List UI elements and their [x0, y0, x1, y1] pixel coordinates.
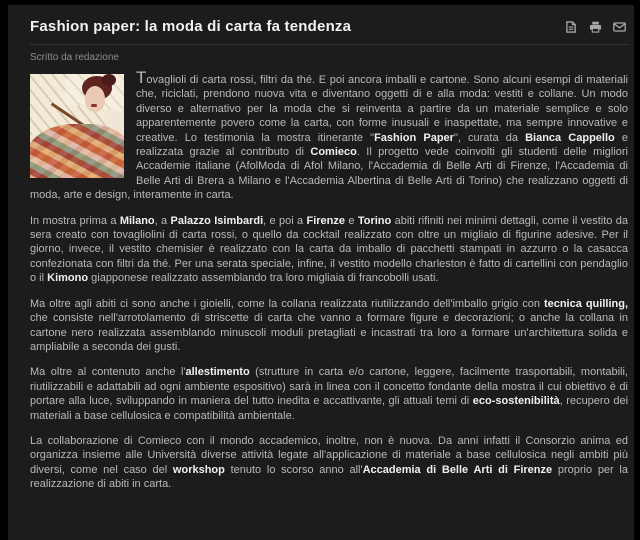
text-segment: Ma oltre agli abiti ci sono anche i gioielli, come la collana realizzata riutilizzando dell'imballo grigio con [30, 297, 544, 310]
bold-term: Fashion Paper [374, 131, 454, 144]
article-toolbar [565, 21, 626, 33]
article-page [8, 5, 634, 540]
text-segment: abiti rifiniti nei minimi dettagli, come il vestito da sera creato con tovagliolini di carta rossi, o quello da cocktail realizzato con oltre un migliaio di figurine adesive. Per il giorno, invece, il vestito chemisier è realizzato con la carta da imballo di pacchetti stampati in azzurro o la casacca confezionata con filtri da thé. Per una serata speciale, infine, il vestito modello charleston è fatto di cartellini con pendaglio o il [30, 214, 628, 285]
bold-term: eco-sostenibilità [472, 395, 560, 408]
article-image [30, 74, 124, 178]
text-segment: La collaborazione di Comieco con il mondo accademico, inoltre, non è nuova. Da anni infatti il Consorzio anima ed organizza insieme alle Università diverse attività legate all'applicazione di materiale a base cellulosica negli ambiti più diversi, come nel caso del [30, 434, 628, 476]
paragraph [30, 214, 628, 286]
bold-term: workshop [172, 463, 225, 476]
bold-term: allestimento [185, 366, 250, 379]
text-segment: proprio per la realizzazione di abiti in carta. [30, 463, 628, 491]
text-segment: che consiste nell'arrotolamento di striscette di carta che vanno a formare figure e decorazioni; o anche la collana in cartone nero realizzata assemblando minuscoli moduli pretagliati e incastrati tra loro a formare un'architettura solida e ampliabile a seconda dei gusti. [30, 312, 628, 353]
bold-term: Palazzo Isimbardi [170, 214, 264, 227]
text-segment: e [345, 214, 358, 227]
text-segment: In mostra prima a [30, 214, 120, 227]
bold-term: Kimono [47, 272, 89, 285]
paper-patchwork-dress-graphic [30, 124, 124, 178]
pdf-icon[interactable] [565, 21, 578, 33]
bold-term: Firenze [306, 214, 346, 227]
bold-term: Bianca Cappello [525, 131, 615, 144]
page-title: Fashion paper: la moda di carta fa tendenza [30, 18, 352, 35]
paragraph [30, 434, 628, 492]
text-segment: . Il progetto vede coinvolti gli studenti delle migliori Accademie italiane (AfolModa di Afol Milano, l'Accademia di Belle Arti di Firenze, l'Accademia di Belle Arti di Brera a Milano e l'Accademia Albertina di Belle Arti di Torino) che realizzano oggetti di moda, arte e design, interamente in carta. [30, 146, 629, 202]
bold-term: tecnica quilling, [543, 297, 628, 310]
email-icon[interactable] [613, 21, 626, 33]
article-header [30, 18, 628, 45]
bold-term: Milano [119, 214, 155, 227]
text-segment: ", curata da [453, 131, 526, 144]
text-segment: , e poi a [263, 214, 307, 227]
bold-term: Comieco [310, 146, 357, 159]
text-segment: Tovaglioli di carta rossi, filtri da thé. E poi ancora imballi e cartone. Sono alcuni esempi di materiali che, riciclati, prendono nuova vita e diventano oggetti di e alla moda: vestiti e collane. Un modo diverso e alternativo per la moda che si reinventa a partire da un materiale semplice e solo apparentemente povero come la carta, con forme inusuali e inaspettate, ma sempre innovative e creative. Lo testimonia la mostra itinerante " [136, 68, 628, 144]
bold-term: Torino [357, 214, 392, 227]
bold-term: Accademia di Belle Arti di Firenze [362, 463, 553, 476]
print-icon[interactable] [589, 21, 602, 33]
text-segment: Ma oltre al contenuto anche l' [30, 366, 186, 379]
article-byline: Scritto da redazione [30, 52, 119, 63]
text-segment: , a [154, 214, 171, 227]
paragraph [30, 297, 628, 355]
text-segment: (strutture in carta e/o cartone, leggere, facilmente trasportabili, montabili, riutilizzabili e adattabili ad ogni ambiente espositivo) sarà in linea con il concetto fondante della mostra il cui obiettivo è di portare alla luce, sviluppando in maniera del tutto inedita e accattivante, gli attuali temi di [30, 366, 628, 408]
text-segment: , recupero dei materiali a base cellulosica e compatibilità ambientale. [30, 395, 629, 422]
model-hair-bun-graphic [102, 74, 116, 86]
text-segment: giapponese realizzato assemblando tra loro migliaia di francobolli usati. [88, 272, 439, 285]
model-lips-graphic [91, 104, 97, 107]
article-body [30, 68, 629, 492]
text-segment: e realizzata grazie al contributo di [136, 131, 628, 159]
model-face-graphic [85, 86, 105, 112]
paragraph [30, 365, 628, 423]
text-segment: tenuto lo scorso anno all' [224, 463, 363, 476]
